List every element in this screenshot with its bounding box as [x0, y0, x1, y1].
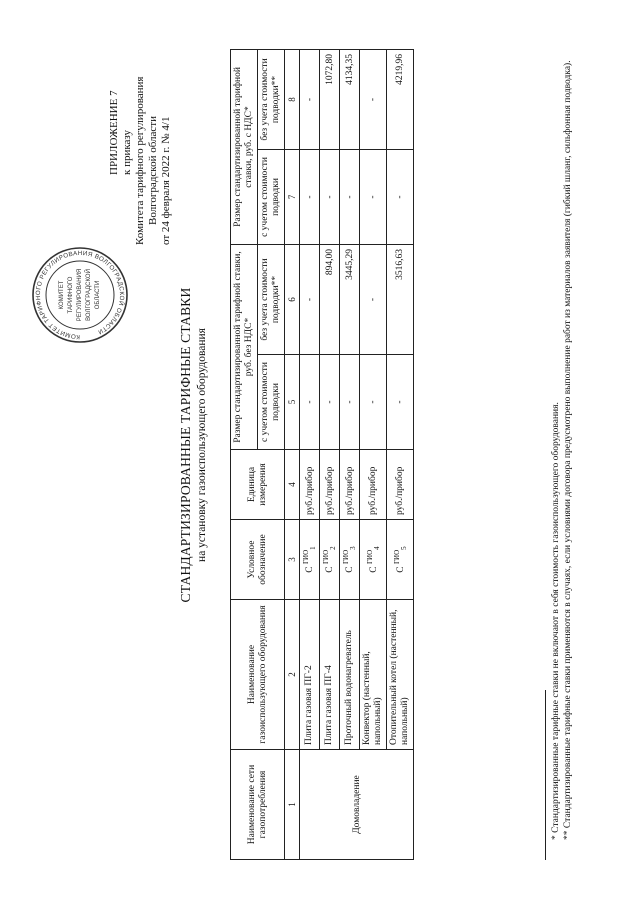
value-cell: -: [300, 149, 320, 244]
header-unit: Единица измерения: [231, 450, 285, 520]
header-symbol: Условное обозначение: [231, 520, 285, 600]
table-row: [360, 49, 387, 859]
symbol-letter: С: [345, 566, 356, 573]
symbol-superscript: ГИО: [392, 549, 401, 564]
symbol-letter: С: [305, 566, 316, 573]
value-cell: 3516,63: [387, 244, 414, 354]
appendix-region: Волгоградской области: [147, 116, 159, 225]
title-block: [178, 165, 208, 725]
value-cell: -: [360, 49, 387, 149]
equipment-cell: Плита газовая ПГ-4: [320, 600, 340, 750]
symbol-cell: [340, 520, 360, 600]
symbol-superscript: ГИО: [365, 549, 374, 564]
stamp-inner-line-4: ВОЛГОГРАДСКОЙ: [86, 269, 92, 321]
footnotes: [545, 40, 574, 860]
symbol-subscript: 5: [399, 546, 408, 550]
header-without-connection: без учета стоимости подводки**: [258, 244, 285, 354]
stamp-inner-line-5: ОБЛАСТИ: [95, 280, 101, 310]
table-row: [340, 49, 360, 859]
value-cell: -: [320, 149, 340, 244]
symbol-superscript: ГИО: [342, 549, 351, 564]
symbol-cell: [360, 520, 387, 600]
equipment-cell: Плита газовая ПГ-2: [300, 600, 320, 750]
official-seal-stamp: [30, 245, 130, 345]
table-row: [300, 49, 320, 859]
value-cell: -: [387, 149, 414, 244]
symbol-subscript: 3: [349, 546, 358, 550]
value-cell: 4219,96: [387, 49, 414, 149]
symbol-superscript: ГИО: [302, 549, 310, 564]
col-number: 7: [285, 149, 300, 244]
table-header-row: [231, 49, 258, 859]
document-subtitle: на установку газоиспользующего оборудования: [196, 328, 208, 562]
footnote-1: * Стандартизированные тарифные ставки не включают в себя стоимость газоиспользующего оборудования.: [551, 402, 561, 840]
symbol-letter: С: [325, 566, 336, 573]
value-cell: 4134,35: [340, 49, 360, 149]
appendix-block: [108, 45, 173, 245]
unit-cell: руб./прибор: [387, 450, 414, 520]
value-cell: -: [387, 355, 414, 450]
col-number: 2: [285, 600, 300, 750]
rates-table: [230, 49, 414, 860]
column-number-row: [285, 49, 300, 859]
equipment-cell: Отопительный котел (настенный, напольный): [387, 600, 414, 750]
header-without-connection-vat: без учета стоимости подводки**: [258, 49, 285, 149]
footnote-2: ** Стандартизированные тарифные ставки применяются в случаях, если условиями договора предусмотрено выполнение работ из материалов заявителя (гибкий шланг, сильфонная подводка).: [563, 60, 573, 840]
equipment-cell: Конвектор (настенный, напольный): [360, 600, 387, 750]
appendix-title: ПРИЛОЖЕНИЕ 7: [108, 90, 120, 175]
value-cell: -: [340, 355, 360, 450]
col-number: 5: [285, 355, 300, 450]
network-name-cell: Домовладение: [300, 750, 414, 860]
value-cell: -: [300, 49, 320, 149]
footnote-divider: [545, 690, 546, 860]
appendix-date: от 24 февраля 2022 г. № 4/1: [160, 116, 172, 245]
seal-icon: [30, 245, 130, 345]
symbol-subscript: 2: [329, 546, 338, 550]
header-group-vat: Размер стандартизированной тарифной ставки, руб. с НДС*: [231, 49, 258, 244]
unit-cell: руб./прибор: [320, 450, 340, 520]
symbol-subscript: 1: [309, 546, 318, 550]
equipment-cell: Проточный водонагреватель: [340, 600, 360, 750]
header-with-connection: с учетом стоимости подводки: [258, 355, 285, 450]
symbol-cell: [300, 520, 320, 600]
stamp-inner-line-1: КОМИТЕТ: [59, 280, 65, 310]
header-equipment: Наименование газоиспользующего оборудования: [231, 600, 285, 750]
unit-cell: руб./прибор: [300, 450, 320, 520]
header-group-no-vat: Размер стандартизированной тарифной ставки, руб. без НДС*: [231, 244, 258, 449]
value-cell: -: [300, 244, 320, 354]
appendix-to-order: к приказу: [121, 129, 133, 175]
col-number: 4: [285, 450, 300, 520]
table-row: [387, 49, 414, 859]
value-cell: -: [360, 149, 387, 244]
value-cell: 3445,29: [340, 244, 360, 354]
symbol-cell: [320, 520, 340, 600]
stamp-outer-text: КОМИТЕТ ТАРИФНОГО РЕГУЛИРОВАНИЯ ВОЛГОГРАДСКОЙ ОБЛАСТИ: [34, 249, 126, 341]
stamp-inner-line-2: ТАРИФНОГО: [68, 276, 74, 314]
document-title: СТАНДАРТИЗИРОВАННЫЕ ТАРИФНЫЕ СТАВКИ: [178, 287, 193, 603]
value-cell: -: [340, 149, 360, 244]
header-network: Наименование сети газопотребления: [231, 750, 285, 860]
symbol-superscript: ГИО: [322, 549, 331, 564]
unit-cell: руб./прибор: [340, 450, 360, 520]
header-with-connection-vat: с учетом стоимости подводки: [258, 149, 285, 244]
stamp-inner-line-3: РЕГУЛИРОВАНИЯ: [77, 268, 83, 322]
value-cell: -: [300, 355, 320, 450]
symbol-subscript: 4: [372, 546, 381, 550]
col-number: 3: [285, 520, 300, 600]
symbol-letter: С: [368, 566, 379, 573]
col-number: 6: [285, 244, 300, 354]
value-cell: -: [360, 355, 387, 450]
symbol-cell: [387, 520, 414, 600]
col-number: 8: [285, 49, 300, 149]
unit-cell: руб./прибор: [360, 450, 387, 520]
symbol-letter: С: [395, 566, 406, 573]
value-cell: -: [360, 244, 387, 354]
value-cell: 1072,80: [320, 49, 340, 149]
table-row: [320, 49, 340, 859]
value-cell: 894,00: [320, 244, 340, 354]
appendix-committee: Комитета тарифного регулирования: [134, 76, 146, 245]
value-cell: -: [320, 355, 340, 450]
col-number: 1: [285, 750, 300, 860]
